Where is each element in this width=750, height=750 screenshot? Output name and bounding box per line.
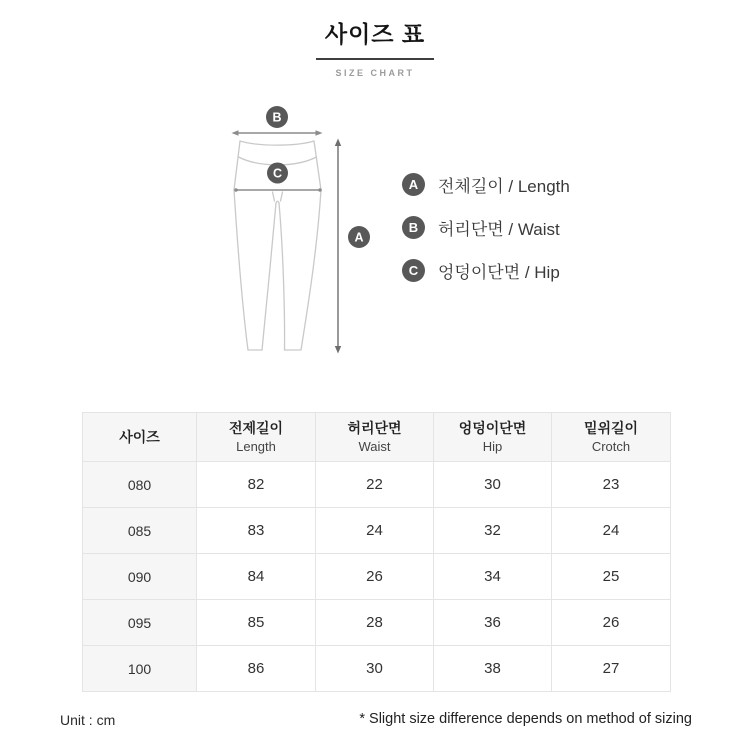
legend-label-waist: 허리단면 / Waist bbox=[438, 220, 560, 239]
waist-cell: 26 bbox=[316, 554, 434, 600]
legend-item-length bbox=[402, 173, 570, 196]
svg-text:C: C bbox=[272, 166, 283, 181]
col-header-length: 전제길이 Length bbox=[197, 413, 316, 462]
waist-cell: 22 bbox=[316, 462, 434, 508]
legend-badge-b: B bbox=[402, 216, 425, 239]
crotch-cell: 27 bbox=[552, 646, 671, 692]
table-row bbox=[83, 554, 671, 600]
table-row bbox=[83, 600, 671, 646]
col-header-hip: 엉덩이단면 Hip bbox=[434, 413, 552, 462]
col-header-waist: 허리단면 Waist bbox=[316, 413, 434, 462]
measure-legend bbox=[402, 173, 570, 302]
legend-badge-c: C bbox=[402, 259, 425, 282]
length-measure-line bbox=[335, 139, 341, 354]
legend-label-length: 전체길이 / Length bbox=[438, 177, 570, 196]
badge-c bbox=[267, 163, 288, 184]
length-cell: 85 bbox=[197, 600, 316, 646]
table-header-row bbox=[83, 413, 671, 462]
legend-label-hip: 엉덩이단면 / Hip bbox=[438, 263, 560, 282]
hip-cell: 36 bbox=[434, 600, 552, 646]
crotch-cell: 26 bbox=[552, 600, 671, 646]
length-cell: 86 bbox=[197, 646, 316, 692]
size-cell: 100 bbox=[83, 646, 197, 692]
size-cell: 085 bbox=[83, 508, 197, 554]
crotch-cell: 23 bbox=[552, 462, 671, 508]
waist-cell: 30 bbox=[316, 646, 434, 692]
size-cell: 080 bbox=[83, 462, 197, 508]
length-cell: 82 bbox=[197, 462, 316, 508]
badge-a bbox=[348, 226, 370, 248]
hip-cell: 38 bbox=[434, 646, 552, 692]
size-chart-table bbox=[82, 412, 671, 692]
hip-cell: 34 bbox=[434, 554, 552, 600]
crotch-cell: 24 bbox=[552, 508, 671, 554]
table-row bbox=[83, 462, 671, 508]
length-cell: 83 bbox=[197, 508, 316, 554]
size-cell: 095 bbox=[83, 600, 197, 646]
title-divider bbox=[316, 58, 434, 60]
svg-text:B: B bbox=[272, 110, 282, 125]
badge-b bbox=[266, 106, 288, 128]
page-subtitle: SIZE CHART bbox=[335, 68, 415, 78]
table-row bbox=[83, 646, 671, 692]
table-row bbox=[83, 508, 671, 554]
leggings-diagram bbox=[218, 98, 382, 368]
hip-measure-line bbox=[234, 188, 322, 192]
crotch-cell: 25 bbox=[552, 554, 671, 600]
hip-cell: 32 bbox=[434, 508, 552, 554]
hip-cell: 30 bbox=[434, 462, 552, 508]
waist-measure-line bbox=[232, 130, 323, 136]
col-header-crotch: 밑위길이 Crotch bbox=[552, 413, 671, 462]
length-cell: 84 bbox=[197, 554, 316, 600]
unit-note: Unit : cm bbox=[60, 712, 116, 728]
waist-cell: 24 bbox=[316, 508, 434, 554]
size-cell: 090 bbox=[83, 554, 197, 600]
legend-item-hip bbox=[402, 259, 570, 282]
title-block bbox=[0, 16, 750, 78]
legend-item-waist bbox=[402, 216, 570, 239]
sizing-disclaimer: * Slight size difference depends on method of sizing bbox=[359, 711, 692, 727]
page-title: 사이즈 표 bbox=[324, 21, 426, 47]
col-header-size: 사이즈 bbox=[83, 413, 197, 462]
waist-cell: 28 bbox=[316, 600, 434, 646]
legend-badge-a: A bbox=[402, 173, 425, 196]
svg-text:A: A bbox=[354, 230, 364, 245]
